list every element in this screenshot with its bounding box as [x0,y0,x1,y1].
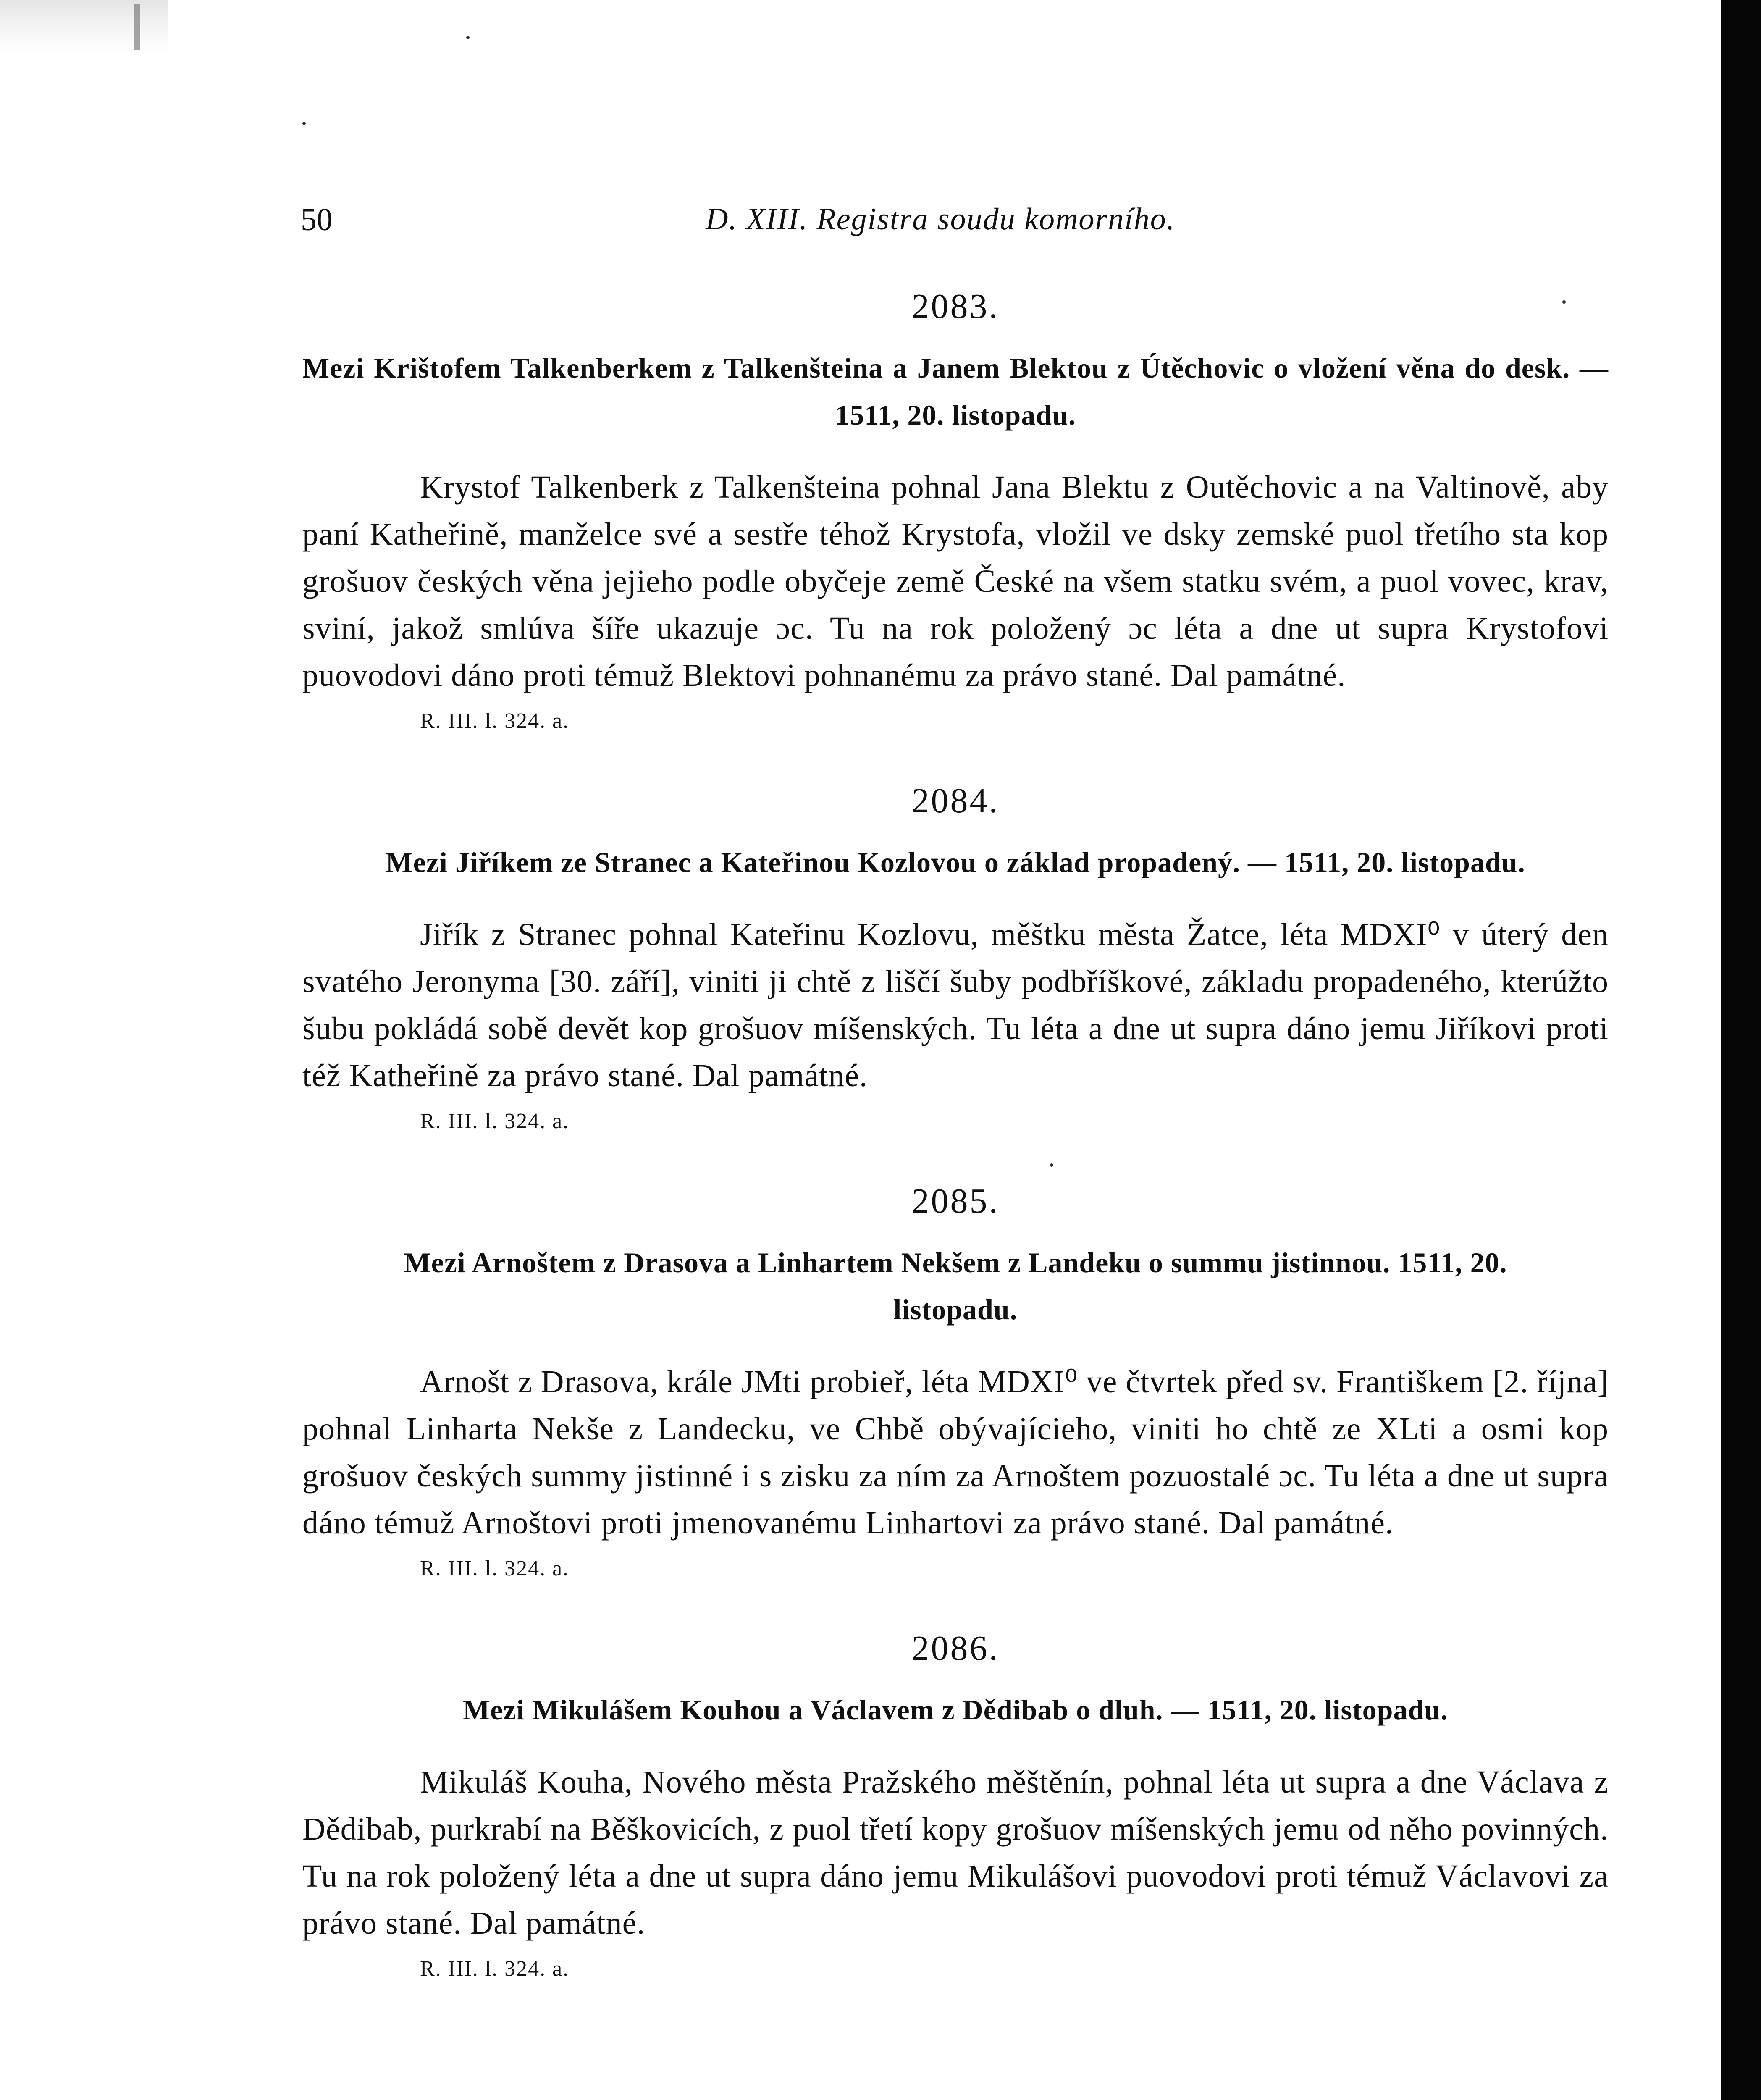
entry-reference: R. III. l. 324. a. [420,709,570,733]
entry-number: 2083. [911,287,1000,326]
entry-2084 [302,780,1609,1140]
entry-number: 2084. [911,781,1000,820]
scan-corner-smudge [0,0,168,55]
entry-reference: R. III. l. 324. a. [420,1109,570,1133]
entry-reference: R. III. l. 324. a. [420,1557,570,1580]
scan-corner-mark [134,4,140,50]
entry-spacer [302,1588,1609,1628]
scan-right-border [1721,0,1761,2100]
entry-heading: Mezi Arnoštem z Drasova a Linhartem Nekšem z Landeku o summu jistinnou. 1511, 20. listopadu. [404,1247,1507,1326]
entry-body: Krystof Talkenberk z Talkenšteina pohnal Jana Blektu z Outěchovic a na Valtinově, aby paní Katheřině, manželce své a sestře téhož Krystofa, vložil ve dsky zemské puol třetího sta kop grošuov českých věna jejieho podle obyčeje země České na všem statku svém, a puol vovec, krav, sviní, jakož smlúva šíře ukazuje ɔc. Tu na rok položený ɔc léta a dne ut supra Krystofovi puovodovi dáno proti témuž Blektovi pohnanému za právo stané. Dal památné. [302,470,1609,693]
entry-number: 2085. [911,1181,1000,1221]
entry-spacer [302,1140,1609,1180]
entry-number: 2086. [911,1629,1000,1668]
entry-body: Arnošt z Drasova, krále JMti probieř, léta MDXI⁰ ve čtvrtek před sv. Františkem [2. října] pohnal Linharta Nekše z Landecku, ve Chbě obývajícieho, viniti ho chtě ze XLti a osmi kop grošuov českých summy jistinné i s zisku za ním za Arnoštem pozuostalé ɔc. Tu léta a dne ut supra dáno témuž Arnoštovi proti jmenovanému Linhartovi za právo stané. Dal památné. [302,1364,1609,1541]
entry-2083 [302,286,1609,740]
entry-2085 [302,1180,1609,1588]
running-title: D. XIII. Registra soudu komorního. [706,202,1176,236]
entry-heading: Mezi Jiříkem ze Stranec a Kateřinou Kozlovou o základ propadený. — 1511, 20. listopadu. [386,846,1525,878]
entry-2086 [302,1628,1609,1988]
scan-speck [466,36,470,39]
entry-body: Jiřík z Stranec pohnal Kateřinu Kozlovu, měštku města Žatce, léta MDXI⁰ v úterý den svatého Jeronyma [30. září], viniti ji chtě z liščí šuby podbříškové, základu propadeného, kterúžto šubu pokládá sobě devět kop grošuov míšenských. Tu léta a dne ut supra dáno jemu Jiříkovi proti též Katheřině za právo stané. Dal památné. [302,917,1609,1093]
entry-reference: R. III. l. 324. a. [420,1957,570,1981]
entry-heading: Mezi Mikulášem Kouhou a Václavem z Dědibab o dluh. — 1511, 20. listopadu. [462,1694,1449,1726]
entry-heading: Mezi Krištofem Talkenberkem z Talkenšteina a Janem Blektou z Útěchovic o vložení věna do desk. — 1511, 20. listopadu. [302,352,1609,431]
page-number: 50 [301,202,333,237]
entry-spacer [302,740,1609,780]
entry-body: Mikuláš Kouha, Nového města Pražského měštěnín, pohnal léta ut supra a dne Václava z Dědibab, purkrabí na Běškovicích, z puol třetí kopy grošuov míšenských jemu od něho povinných. Tu na rok položený léta a dne ut supra dáno jemu Mikulášovi puovodovi proti témuž Václavovi za právo stané. Dal památné. [302,1764,1609,1941]
main-column [302,286,1609,1988]
scan-speck [302,122,306,125]
